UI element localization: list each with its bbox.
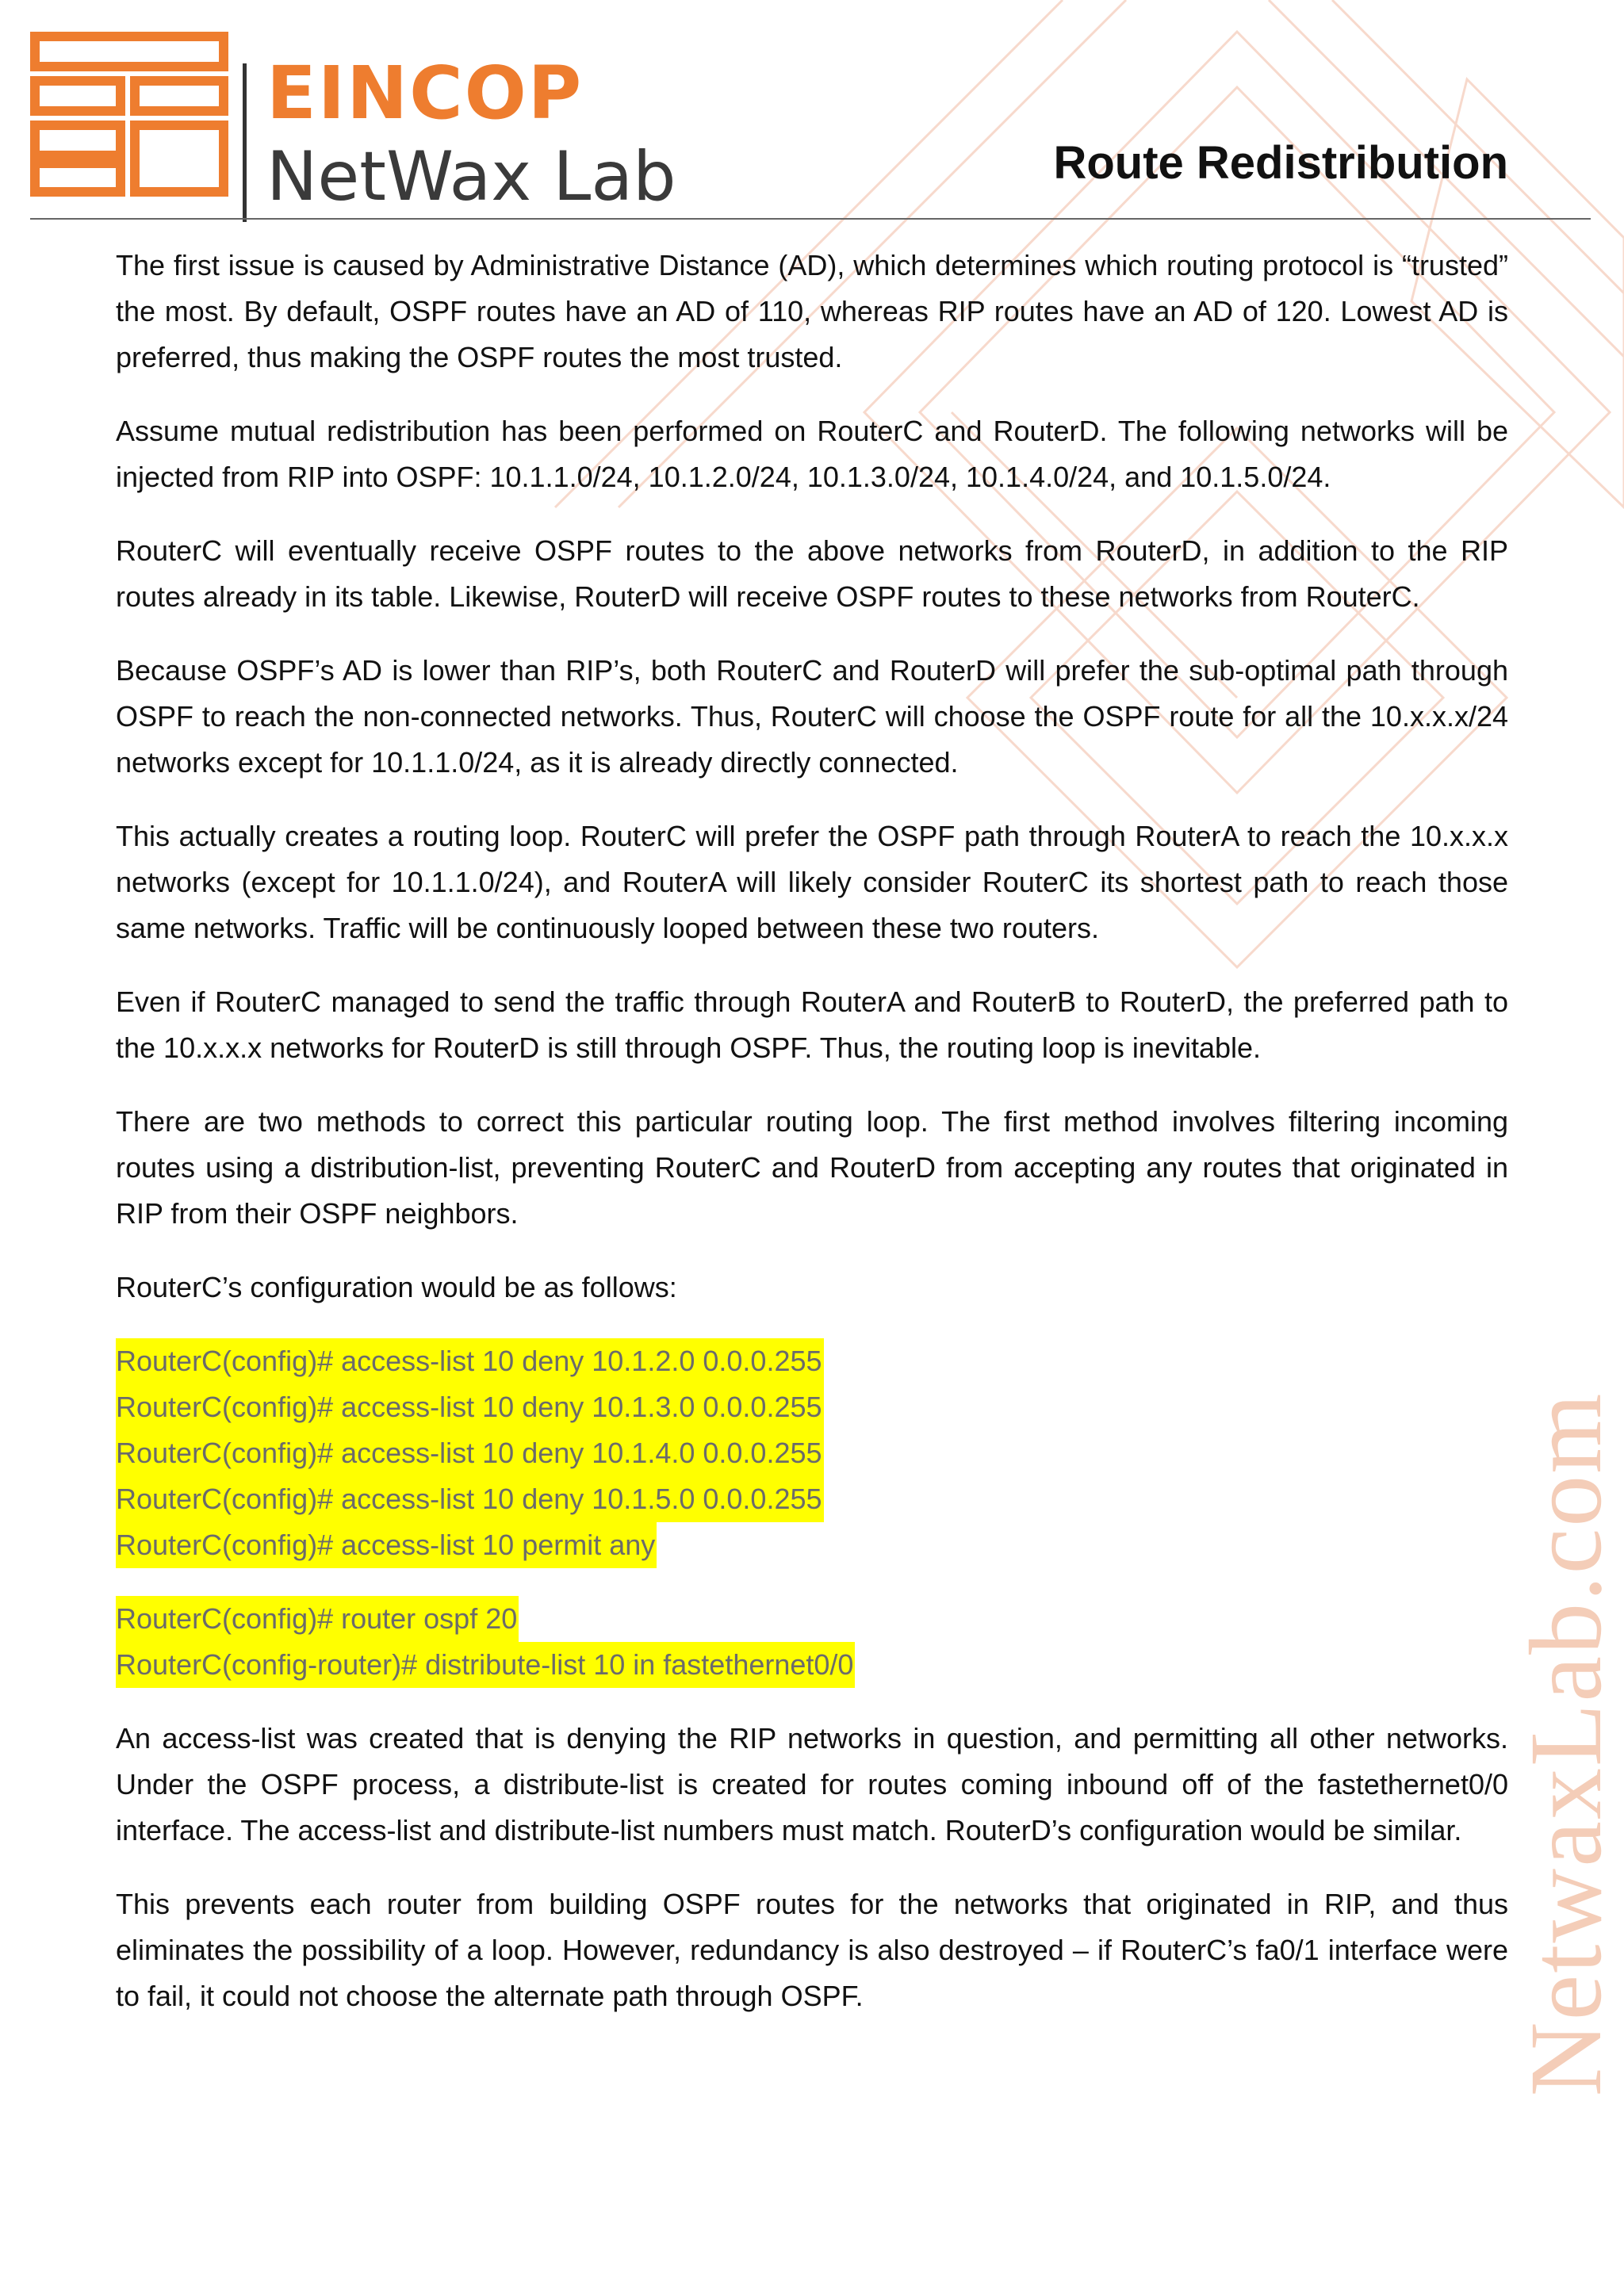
logo-mark-icon — [30, 32, 228, 198]
watermark: NetwaxLab.com — [1509, 1391, 1623, 2097]
brand-name-top: EINCOP — [266, 51, 584, 136]
header-divider — [30, 218, 1591, 220]
paragraph: An access-list was created that is denying the RIP networks in question, and permitting all other networks. Under the OSPF process, a distribute-list is created for routes coming inbound off of the fastethernet0/0 interface. The access-list and distribute-list numbers must match. RouterD’s configuration would be similar. — [116, 1722, 1508, 1846]
brand-logo — [30, 32, 680, 216]
paragraph: RouterC’s configuration would be as follows: — [116, 1271, 677, 1303]
code-line: RouterC(config)# router ospf 20 — [116, 1596, 519, 1642]
code-line: RouterC(config)# access-list 10 permit any — [116, 1522, 657, 1568]
paragraph: There are two methods to correct this particular routing loop. The first method involves filtering incoming routes using a distribution-list, preventing RouterC and RouterD from accepting any routes that originated in RIP from their OSPF neighbors. — [116, 1105, 1508, 1230]
code-line: RouterC(config-router)# distribute-list 10 in fastethernet0/0 — [116, 1642, 855, 1688]
document-body — [116, 243, 1508, 2047]
paragraph: This prevents each router from building OSPF routes for the networks that originated in RIP, and thus eliminates the possibility of a loop. However, redundancy is also destroyed – if RouterC’s fa0/1 interface were to fail, it could not choose the alternate path through OSPF. — [116, 1888, 1508, 2012]
code-line: RouterC(config)# access-list 10 deny 10.1.3.0 0.0.0.255 — [116, 1384, 824, 1430]
paragraph: RouterC will eventually receive OSPF routes to the above networks from RouterD, in addition to the RIP routes already in its table. Likewise, RouterD will receive OSPF routes to these networks from RouterC. — [116, 534, 1508, 613]
code-line: RouterC(config)# access-list 10 deny 10.1.4.0 0.0.0.255 — [116, 1430, 824, 1476]
code-block-access-list — [116, 1338, 1508, 1568]
paragraph: This actually creates a routing loop. RouterC will prefer the OSPF path through RouterA to reach the 10.x.x.x networks (except for 10.1.1.0/24), and RouterA will likely consider RouterC its shortest path to reach those same networks. Traffic will be continuously looped between these two routers. — [116, 820, 1508, 944]
code-block-router-ospf — [116, 1596, 1508, 1688]
logo-divider — [243, 63, 247, 222]
paragraph: Because OSPF’s AD is lower than RIP’s, both RouterC and RouterD will prefer the sub-optimal path through OSPF to reach the non-connected networks. Thus, RouterC will choose the OSPF route for all the 10.x.x.x/24 networks except for 10.1.1.0/24, as it is already directly connected. — [116, 654, 1508, 779]
page-title: Route Redistribution — [1053, 137, 1508, 189]
code-line: RouterC(config)# access-list 10 deny 10.1.2.0 0.0.0.255 — [116, 1338, 824, 1384]
brand-name-bottom: NetWax Lab — [266, 137, 676, 216]
paragraph: The first issue is caused by Administrative Distance (AD), which determines which routing protocol is “trusted” the most. By default, OSPF routes have an AD of 110, whereas RIP routes have an AD of 120. Lowest AD is preferred, thus making the OSPF routes the most trusted. — [116, 249, 1508, 373]
code-line: RouterC(config)# access-list 10 deny 10.1.5.0 0.0.0.255 — [116, 1476, 824, 1522]
paragraph: Assume mutual redistribution has been performed on RouterC and RouterD. The following networks will be injected from RIP into OSPF: 10.1.1.0/24, 10.1.2.0/24, 10.1.3.0/24, 10.1.4.0/24, and 10.1.5.0/24. — [116, 415, 1508, 493]
paragraph: Even if RouterC managed to send the traffic through RouterA and RouterB to RouterD, the preferred path to the 10.x.x.x networks for RouterD is still through OSPF. Thus, the routing loop is inevitable. — [116, 985, 1508, 1064]
